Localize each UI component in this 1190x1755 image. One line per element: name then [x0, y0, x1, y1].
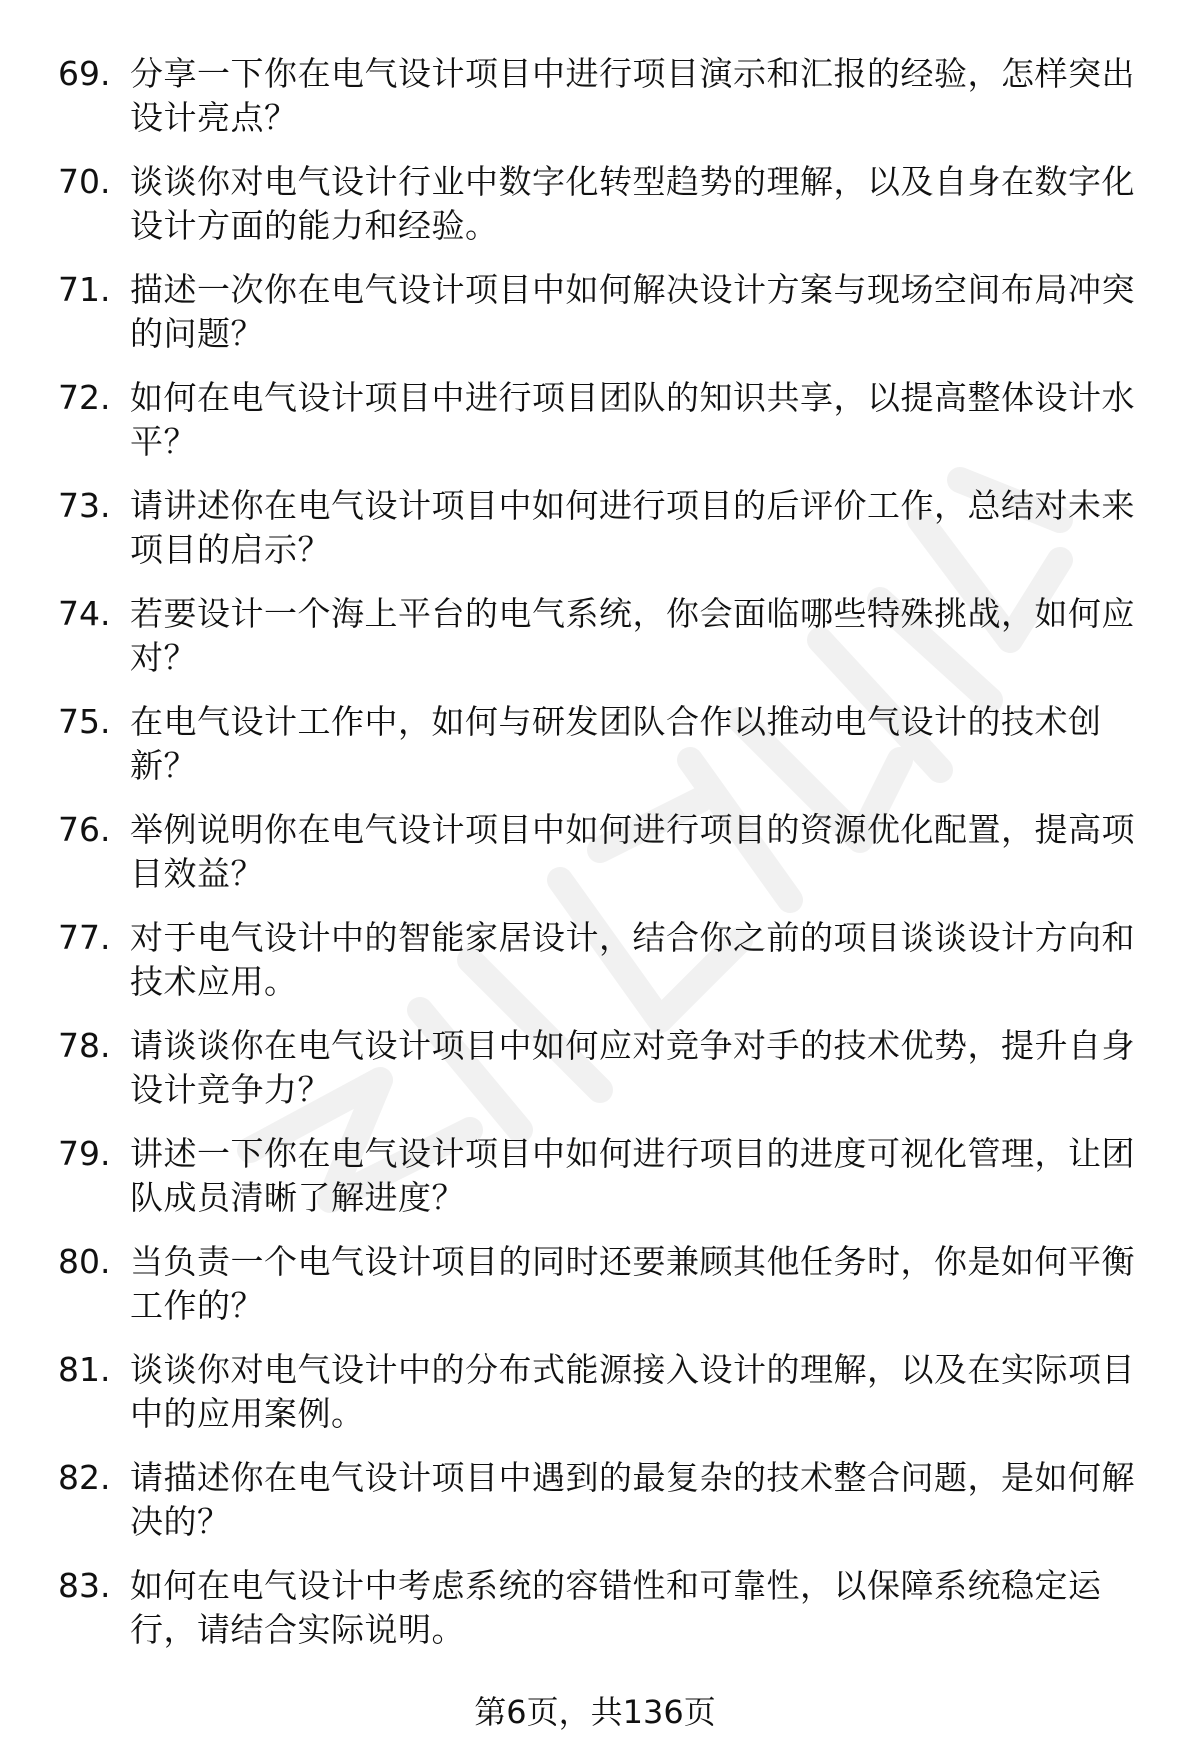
question-item: [0, 1132, 1190, 1240]
question-text: 请描述你在电气设计项目中遇到的最复杂的技术整合问题，是如何解决的？: [130, 1458, 1135, 1541]
question-number: 75.: [58, 702, 111, 741]
question-number: 78.: [58, 1026, 111, 1065]
question-number: 81.: [58, 1350, 111, 1389]
question-number: 79.: [58, 1134, 111, 1173]
question-text: 在电气设计工作中，如何与研发团队合作以推动电气设计的技术创新？: [130, 702, 1102, 785]
question-text: 当负责一个电气设计项目的同时还要兼顾其他任务时，你是如何平衡工作的？: [130, 1242, 1135, 1325]
question-item: [0, 700, 1190, 808]
question-text: 对于电气设计中的智能家居设计，结合你之前的项目谈谈设计方向和技术应用。: [130, 918, 1135, 1001]
question-text: 描述一次你在电气设计项目中如何解决设计方案与现场空间布局冲突的问题？: [130, 270, 1135, 353]
question-list: [0, 52, 1190, 1672]
question-item: [0, 916, 1190, 1024]
question-item: [0, 1240, 1190, 1348]
question-item: [0, 1564, 1190, 1672]
question-text: 举例说明你在电气设计项目中如何进行项目的资源优化配置，提高项目效益？: [130, 810, 1135, 893]
question-number: 82.: [58, 1458, 111, 1497]
page-number-footer: 第6页，共136页: [474, 1693, 716, 1731]
question-item: [0, 484, 1190, 592]
question-text: 讲述一下你在电气设计项目中如何进行项目的进度可视化管理，让团队成员清晰了解进度？: [130, 1134, 1135, 1217]
question-text: 请讲述你在电气设计项目中如何进行项目的后评价工作，总结对未来项目的启示？: [130, 486, 1135, 569]
question-number: 70.: [58, 162, 111, 201]
question-item: [0, 1456, 1190, 1564]
question-item: [0, 1348, 1190, 1456]
question-text: 谈谈你对电气设计行业中数字化转型趋势的理解，以及自身在数字化设计方面的能力和经验。: [130, 162, 1135, 245]
question-item: [0, 268, 1190, 376]
question-number: 69.: [58, 54, 111, 93]
question-text: 如何在电气设计中考虑系统的容错性和可靠性，以保障系统稳定运行，请结合实际说明。: [130, 1566, 1102, 1649]
question-item: [0, 376, 1190, 484]
question-text: 如何在电气设计项目中进行项目团队的知识共享，以提高整体设计水平？: [130, 378, 1135, 461]
question-number: 80.: [58, 1242, 111, 1281]
question-number: 83.: [58, 1566, 111, 1605]
question-number: 74.: [58, 594, 111, 633]
question-number: 76.: [58, 810, 111, 849]
question-text: 若要设计一个海上平台的电气系统，你会面临哪些特殊挑战，如何应对？: [130, 594, 1135, 677]
question-item: [0, 160, 1190, 268]
question-number: 71.: [58, 270, 111, 309]
question-item: [0, 1024, 1190, 1132]
question-number: 72.: [58, 378, 111, 417]
question-number: 73.: [58, 486, 111, 525]
question-number: 77.: [58, 918, 111, 957]
question-text: 谈谈你对电气设计中的分布式能源接入设计的理解，以及在实际项目中的应用案例。: [130, 1350, 1135, 1433]
question-text: 请谈谈你在电气设计项目中如何应对竞争对手的技术优势，提升自身设计竞争力？: [130, 1026, 1135, 1109]
question-item: [0, 52, 1190, 160]
question-item: [0, 592, 1190, 700]
question-text: 分享一下你在电气设计项目中进行项目演示和汇报的经验，怎样突出设计亮点？: [130, 54, 1135, 137]
question-item: [0, 808, 1190, 916]
